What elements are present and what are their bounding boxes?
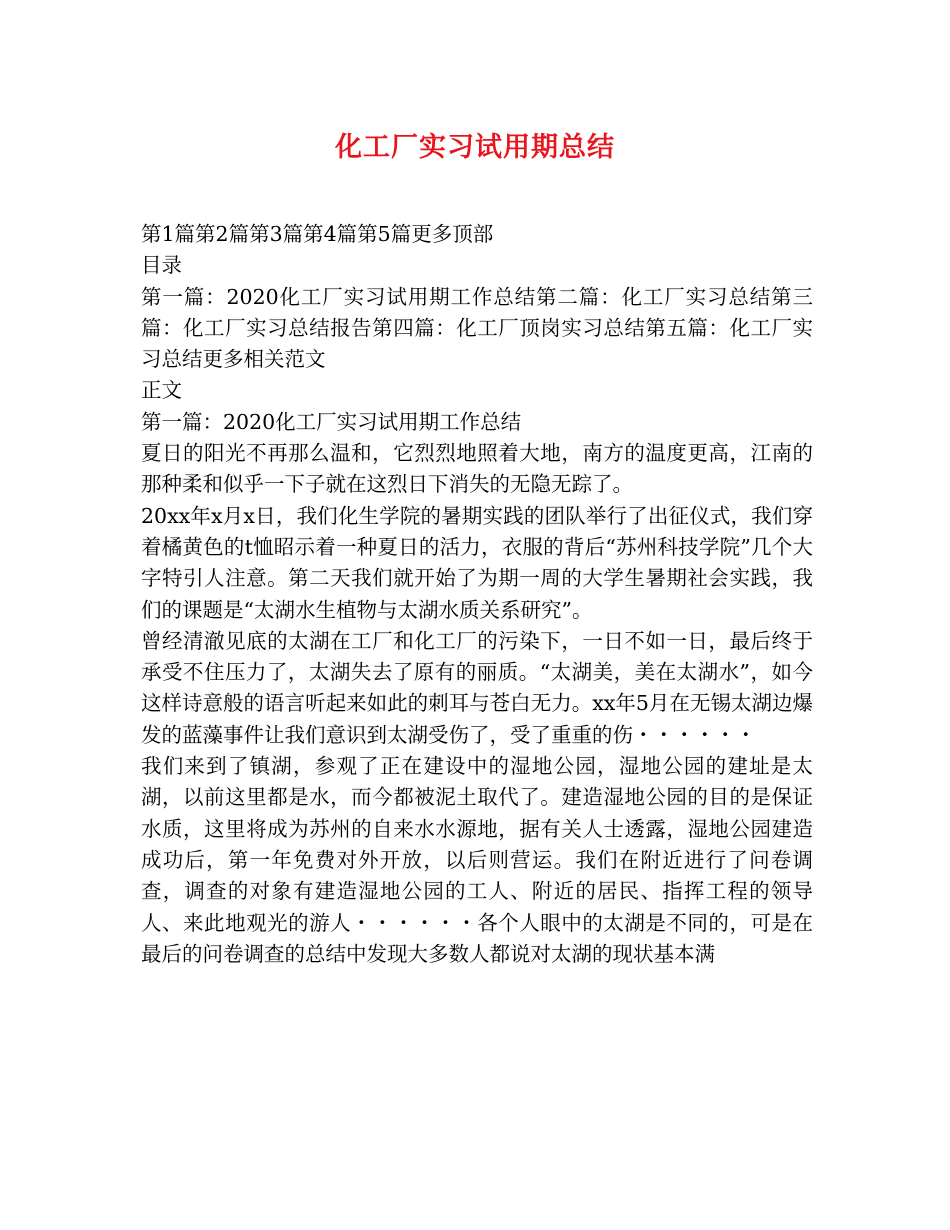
document-body (141, 219, 813, 970)
section-title: 第一篇：2020化工厂实习试用期工作总结 (141, 409, 522, 434)
body-heading: 正文 (141, 378, 182, 403)
toc-text: 第一篇：2020化工厂实习试用期工作总结第二篇：化工厂实习总结第三篇：化工厂实习总结报告第四篇：化工厂顶岗实习总结第五篇：化工厂实习总结更多相关范文 (141, 284, 813, 372)
paragraph: 夏日的阳光不再那么温和，它烈烈地照着大地，南方的温度更高，江南的那种柔和似乎一下子就在这烈日下消失的无隐无踪了。 (141, 441, 813, 497)
toc-heading: 目录 (141, 253, 182, 278)
document-title: 化工厂实习试用期总结 (335, 132, 615, 163)
section-nav-line: 第1篇第2篇第3篇第4篇第5篇更多顶部 (141, 222, 494, 246)
paragraph: 曾经清澈见底的太湖在工厂和化工厂的污染下，一日不如一日，最后终于承受不住压力了，太湖失去了原有的丽质。“太湖美，美在太湖水”，如今这样诗意般的语言听起来如此的刺耳与苍白无力。xx年5月在无锡太湖边爆发的蓝藻事件让我们意识到太湖受伤了，受了重重的伤・・・・・・ (141, 628, 813, 747)
paragraph: 我们来到了镇湖，参观了正在建设中的湿地公园，湿地公园的建址是太湖，以前这里都是水，而今都被泥土取代了。建造湿地公园的目的是保证水质，这里将成为苏州的自来水水源地，据有关人士透露，湿地公园建造成功后，第一年免费对外开放，以后则营运。我们在附近进行了问卷调查，调查的对象有建造湿地公园的工人、附近的居民、指挥工程的领导人、来此地观光的游人・・・・・・各个人眼中的太湖是不同的，可是在最后的问卷调查的总结中发现大多数人都说对太湖的现状基本满 (141, 754, 813, 966)
paragraph: 20xx年x月x日，我们化生学院的暑期实践的团队举行了出征仪式，我们穿着橘黄色的t恤昭示着一种夏日的活力，衣服的背后“苏州科技学院”几个大字特引人注意。第二天我们就开始了为期一周的大学生暑期社会实践，我们的课题是“太湖水生植物与太湖水质关系研究”。 (141, 503, 813, 622)
